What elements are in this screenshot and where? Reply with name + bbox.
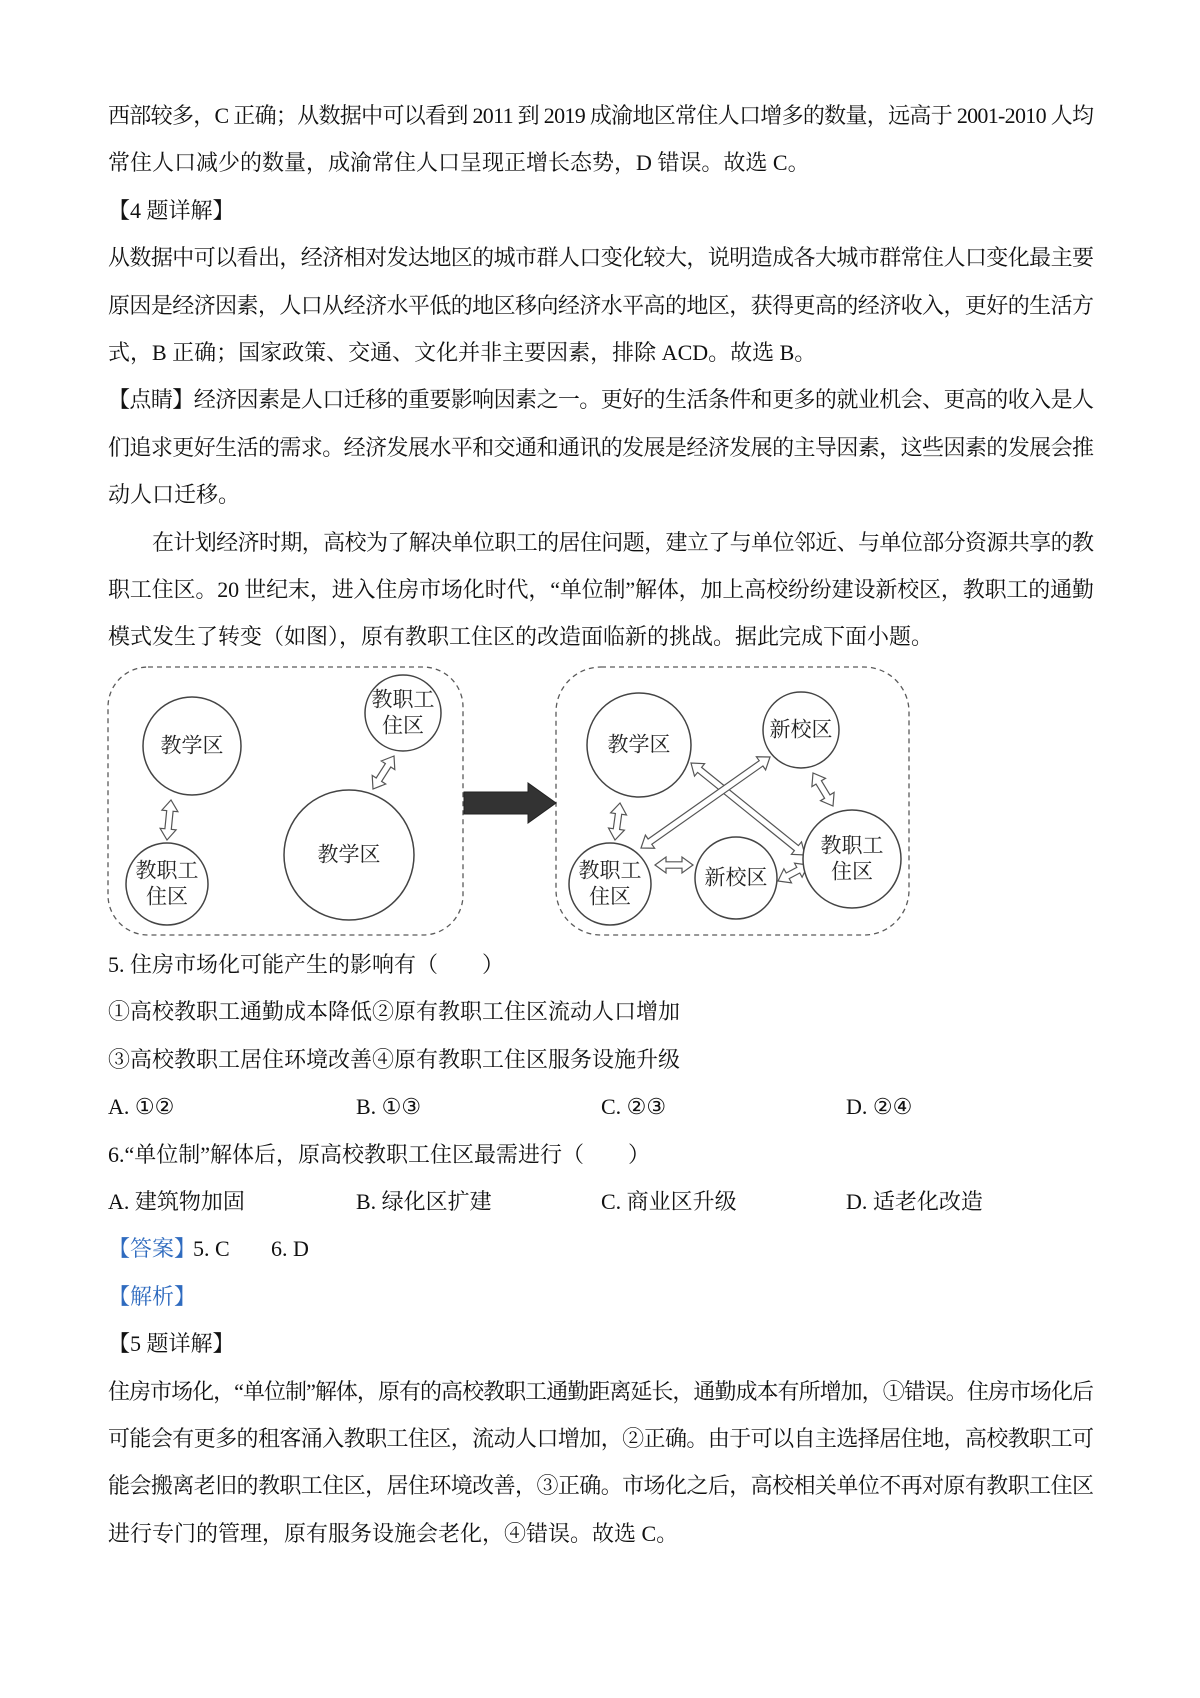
node-circle [803,810,901,908]
node-circle [126,843,208,925]
text-block-upper [108,92,1094,661]
question-5-stem [108,941,1094,988]
text-line [108,329,1094,376]
text-line [108,234,1094,281]
node-label: 教学区 [607,733,671,757]
node-teaching-area [587,693,691,797]
commute-mode-diagram [100,660,920,945]
node-label: 住区 [146,885,188,909]
node-label: 住区 [831,860,873,884]
node-staff-housing [126,843,208,925]
option-b: B. ①③ [356,1094,422,1120]
node-circle [365,675,441,751]
text-line [108,1510,1094,1557]
node-staff-housing [803,810,901,908]
text-line [108,282,1094,329]
analysis-line [108,1273,1094,1320]
option-a: A. 建筑物加固 [108,1188,245,1214]
node-label: 教学区 [160,734,224,758]
double-arrow [609,803,627,840]
section-heading-q5 [108,1320,1094,1367]
text-line [108,1415,1094,1462]
analysis-label: 【解析】 [108,1283,197,1309]
transition-arrow [464,783,556,823]
node-teaching-area [143,697,241,795]
line-text: 5. 住房市场化可能产生的影响有（ ） [108,952,505,977]
option-d: D. 适老化改造 [846,1188,983,1214]
line-text: 模式发生了转变（如图），原有教职工住区的改造面临新的挑战。据此完成下面小题。 [108,624,934,650]
node-label: 住区 [382,714,424,738]
option-a: A. ①② [108,1094,175,1120]
text-line [108,139,1094,186]
node-label: 教职工 [578,859,642,883]
question-5-options [108,1083,1094,1130]
line-text: 进行专门的管理，原有服务设施会老化，④错误。故选 C。 [108,1520,679,1546]
question-6-options [108,1178,1094,1225]
line-text: ③高校教职工居住环境改善④原有教职工住区服务设施升级 [108,1046,681,1072]
line-text: 住房市场化，“单位制”解体，原有的高校教职工通勤距离延长，通勤成本有所增加，①错误。住房市场化后 [108,1378,1094,1404]
node-label: 新校区 [769,718,833,742]
line-text: ①高校教职工通勤成本降低②原有教职工住区流动人口增加 [108,999,681,1025]
double-arrow [812,773,834,806]
line-text: 在计划经济时期，高校为了解决单位职工的居住问题，建立了与单位邻近、与单位部分资源共享的教 [152,529,1094,555]
double-arrow [655,857,693,873]
node-teaching-area [284,790,414,920]
node-new-campus [763,692,839,768]
double-arrow [372,756,395,789]
line-text: 原因是经济因素，人口从经济水平低的地区移向经济水平高的地区，获得更高的经济收入，更好的生活方 [108,292,1094,318]
tip-line [108,424,1094,471]
double-arrow [160,800,178,840]
line-text: 常住人口减少的数量，成渝常住人口呈现正增长态势，D 错误。故选 C。 [108,150,810,176]
text-line [108,1462,1094,1509]
text-line [108,1368,1094,1415]
text-block-lower [108,941,1094,1557]
option-c: C. 商业区升级 [601,1188,737,1214]
node-label: 教学区 [317,843,381,867]
material-line [108,613,1094,660]
line-text: 们追求更好生活的需求。经济发展水平和交通和通讯的发展是经济发展的主导因素，这些因素的发展会推 [108,434,1094,460]
option-b: B. 绿化区扩建 [356,1188,492,1214]
node-staff-housing [365,675,441,751]
node-label: 教职工 [135,859,199,883]
line-text: 【点睛】经济因素是人口迁移的重要影响因素之一。更好的生活条件和更多的就业机会、更高的收入是人 [108,387,1094,413]
section-heading-q4 [108,187,1094,234]
line-text: 式，B 正确；国家政策、交通、文化并非主要因素，排除 ACD。故选 B。 [108,339,817,365]
text-line [108,92,1094,139]
question-5-statement [108,988,1094,1035]
line-text: 动人口迁移。 [108,482,241,508]
line-text: 从数据中可以看出，经济相对发达地区的城市群人口变化较大，说明造成各大城市群常住人口变化最主要 [108,245,1094,271]
line-text: 西部较多，C 正确；从数据中可以看到 2011 到 2019 成渝地区常住人口增多的数量，远高于 2001-2010 人均 [108,103,1094,128]
node-staff-housing [569,843,651,925]
answer-item: 5. C [193,1236,230,1262]
answer-label: 【答案】 [108,1236,197,1262]
material-line [108,566,1094,613]
answer-line [108,1225,1094,1272]
node-label: 教职工 [371,688,435,712]
heading-text: 【5 题详解】 [108,1331,235,1357]
question-6-stem [108,1131,1094,1178]
tip-line [108,376,1094,423]
line-text: 能会搬离老旧的教职工住区，居住环境改善，③正确。市场化之后，高校相关单位不再对原有教职工住区 [108,1473,1094,1499]
node-circle [569,843,651,925]
line-text: 职工住区。20 世纪末，进入住房市场化时代，“单位制”解体，加上高校纷纷建设新校区，教职工的通勤 [108,576,1094,602]
line-text: 6.“单位制”解体后，原高校教职工住区最需进行（ ） [108,1141,651,1167]
node-label: 教职工 [820,834,884,858]
tip-line [108,471,1094,518]
answer-item: 6. D [271,1236,309,1262]
option-c: C. ②③ [601,1094,667,1120]
question-5-statement [108,1036,1094,1083]
node-label: 住区 [589,885,631,909]
heading-text: 【4 题详解】 [108,197,235,223]
line-text: 可能会有更多的租客涌入教职工住区，流动人口增加，②正确。由于可以自主选择居住地，高校教职工可 [108,1425,1094,1451]
node-label: 新校区 [704,866,768,890]
material-line [108,519,1094,566]
option-d: D. ②④ [846,1094,913,1120]
node-new-campus [695,837,777,919]
